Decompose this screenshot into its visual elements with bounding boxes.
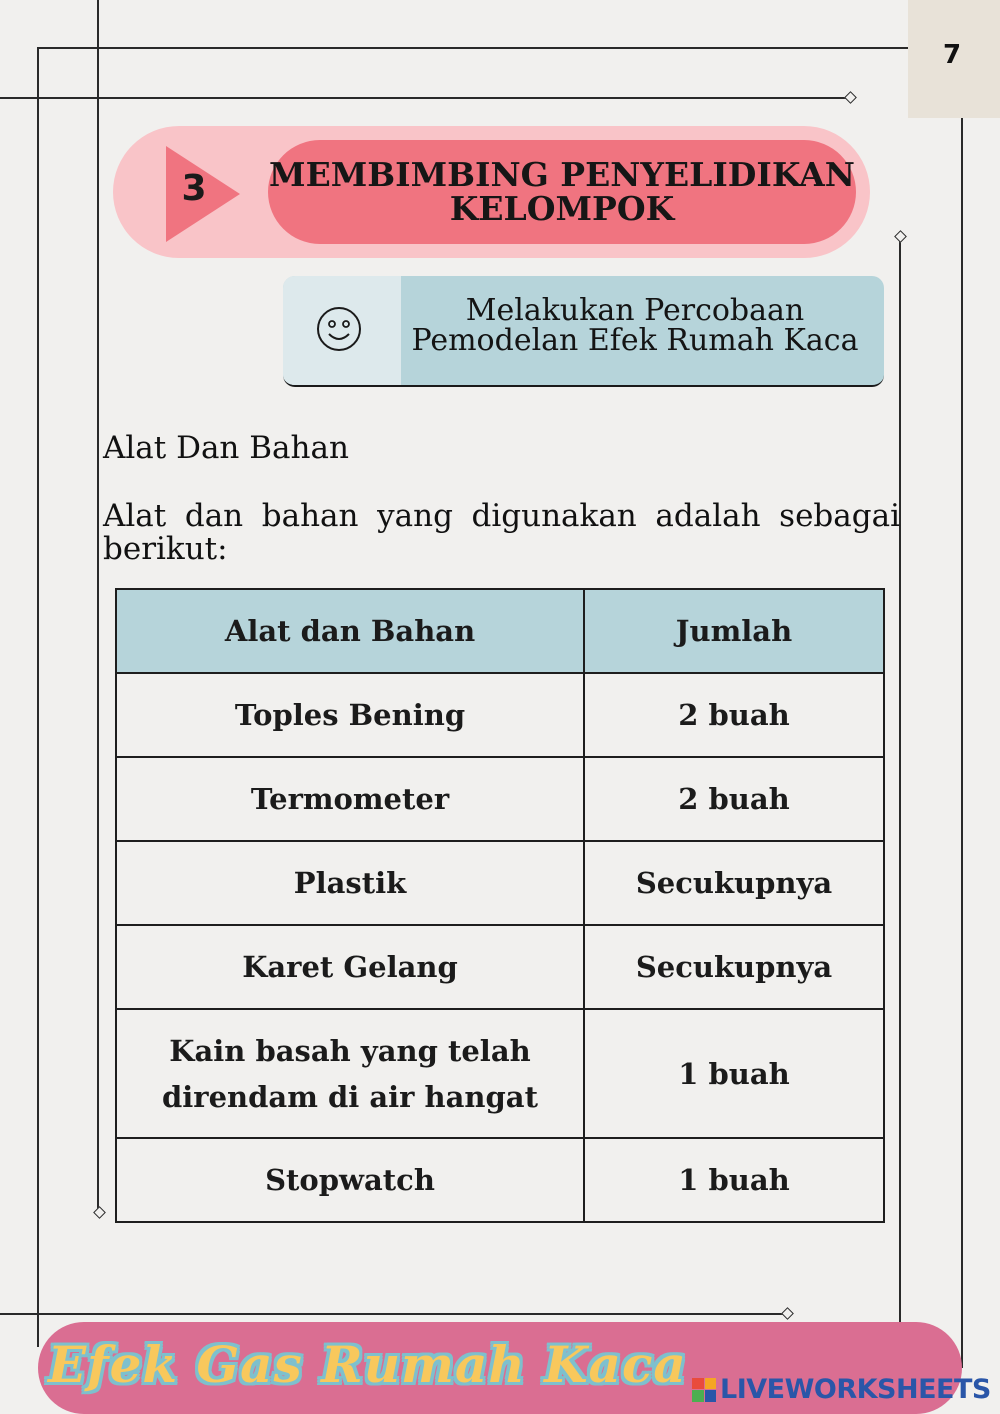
page-number: 7 xyxy=(942,40,962,70)
tools-table xyxy=(115,588,885,1223)
amount-cell: 2 buah xyxy=(584,673,884,757)
step-number: 3 xyxy=(181,168,207,209)
amount-cell: 1 buah xyxy=(584,1009,884,1138)
amount-cell: Secukupnya xyxy=(584,925,884,1009)
footer-title: Efek Gas Rumah Kaca xyxy=(48,1335,687,1394)
header-tool: Alat dan Bahan xyxy=(116,589,584,673)
table-row xyxy=(116,673,884,757)
liveworksheets-logo-icon xyxy=(692,1378,716,1402)
table-row xyxy=(116,925,884,1009)
amount-cell: Secukupnya xyxy=(584,841,884,925)
frame-line-left-inner xyxy=(37,47,39,1347)
liveworksheets-brand[interactable] xyxy=(692,1374,991,1405)
frame-diamond-left xyxy=(93,1206,106,1219)
activity-icon-panel xyxy=(283,276,401,385)
frame-line-top-inner xyxy=(0,97,850,99)
amount-cell: 2 buah xyxy=(584,757,884,841)
section-heading: Alat Dan Bahan xyxy=(103,430,349,466)
frame-line-left-outer xyxy=(97,0,99,1212)
header-amount: Jumlah xyxy=(584,589,884,673)
tool-cell: Plastik xyxy=(116,841,584,925)
frame-line-top-outer xyxy=(37,47,963,49)
activity-box xyxy=(283,276,884,387)
table-row xyxy=(116,1009,884,1138)
table-row xyxy=(116,841,884,925)
step-title: MEMBIMBING PENYELIDIKAN KELOMPOK xyxy=(268,140,856,244)
tool-cell: Stopwatch xyxy=(116,1138,584,1222)
liveworksheets-text: LIVEWORKSHEETS xyxy=(720,1374,991,1405)
frame-diamond-bottom xyxy=(781,1307,794,1320)
frame-diamond-top xyxy=(844,91,857,104)
tool-cell: Karet Gelang xyxy=(116,925,584,1009)
frame-line-bottom xyxy=(0,1313,788,1315)
tool-cell: Kain basah yang telah direndam di air hangat xyxy=(116,1009,584,1138)
table-row xyxy=(116,1138,884,1222)
amount-cell: 1 buah xyxy=(584,1138,884,1222)
frame-diamond-right xyxy=(894,230,907,243)
frame-line-right-outer xyxy=(961,118,963,1368)
frame-line-right-inner xyxy=(899,236,901,1414)
section-intro: Alat dan bahan yang digunakan adalah sebagai berikut: xyxy=(103,498,900,567)
tool-cell: Termometer xyxy=(116,757,584,841)
table-row xyxy=(116,757,884,841)
tool-cell: Toples Bening xyxy=(116,673,584,757)
smiley-icon xyxy=(316,306,362,352)
activity-title: Melakukan Percobaan Pemodelan Efek Rumah Kaca xyxy=(411,293,859,358)
table-header-row xyxy=(116,589,884,673)
